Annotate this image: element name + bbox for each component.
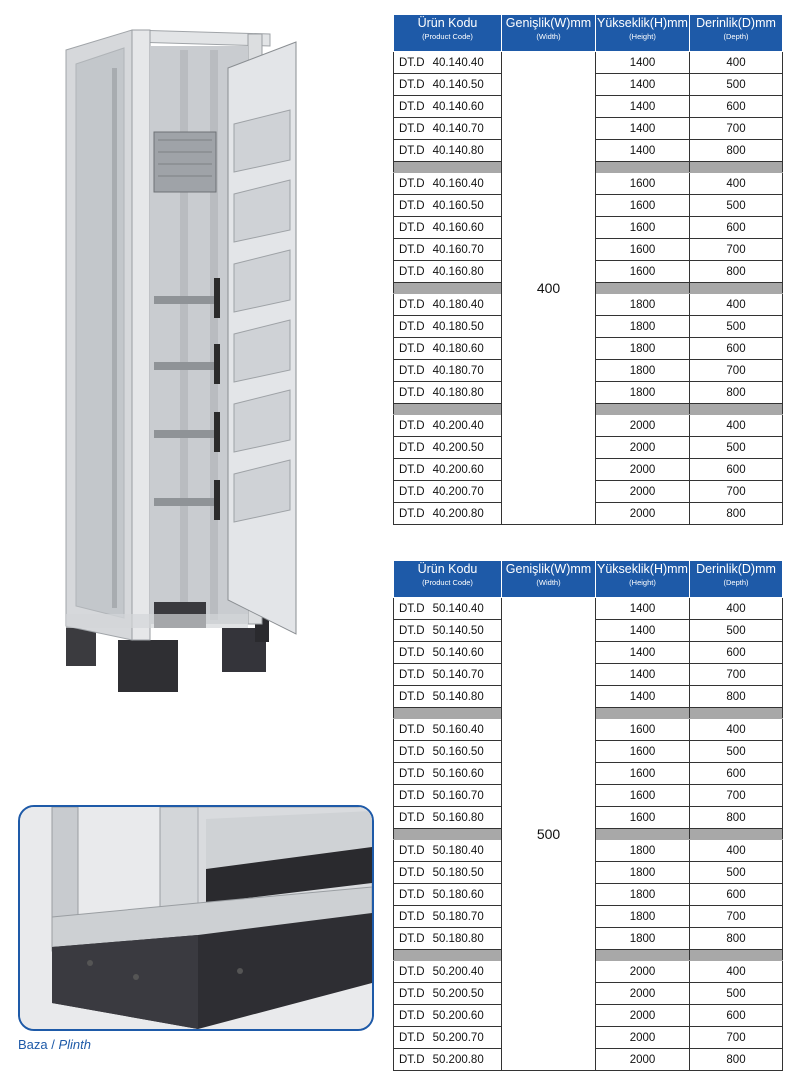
depth-cell: 400 [690, 840, 783, 862]
depth-cell: 500 [690, 74, 783, 96]
depth-cell: 800 [690, 928, 783, 950]
depth-cell: 500 [690, 195, 783, 217]
product-code-number: 50.200.50 [432, 987, 484, 1000]
height-cell: 1800 [596, 884, 690, 906]
depth-cell: 800 [690, 1049, 783, 1071]
product-code-prefix: DT.D [399, 646, 425, 659]
header-height [596, 15, 690, 52]
product-code-number: 50.200.80 [432, 1053, 484, 1066]
product-code-number: 40.200.50 [432, 441, 484, 454]
product-code-prefix: DT.D [399, 463, 425, 476]
depth-cell: 800 [690, 807, 783, 829]
header-width [502, 561, 596, 598]
product-code-prefix: DT.D [399, 320, 425, 333]
plinth-caption-en: Plinth [58, 1037, 92, 1052]
product-code-cell [394, 140, 502, 162]
product-code-prefix: DT.D [399, 342, 425, 355]
product-code-prefix: DT.D [399, 690, 425, 703]
product-code-cell [394, 338, 502, 360]
product-code-cell [394, 503, 502, 525]
product-code-prefix: DT.D [399, 419, 425, 432]
depth-cell: 800 [690, 686, 783, 708]
product-code-prefix: DT.D [399, 144, 425, 157]
product-code-cell [394, 961, 502, 983]
table-row [394, 598, 783, 620]
height-cell: 1800 [596, 360, 690, 382]
header-sublabel: (Depth) [723, 31, 749, 41]
product-code-cell [394, 261, 502, 283]
header-depth [690, 561, 783, 598]
product-code-cell [394, 118, 502, 140]
product-code-prefix: DT.D [399, 910, 425, 923]
separator-cell [596, 950, 690, 961]
product-code-cell [394, 217, 502, 239]
separator-cell [394, 708, 502, 719]
depth-cell: 400 [690, 415, 783, 437]
depth-cell: 700 [690, 1027, 783, 1049]
depth-cell: 400 [690, 173, 783, 195]
height-cell: 1400 [596, 52, 690, 74]
product-code-prefix: DT.D [399, 122, 425, 135]
header-label: Derinlik(D)mm [696, 562, 776, 576]
header-height [596, 561, 690, 598]
depth-cell: 700 [690, 785, 783, 807]
product-code-number: 50.160.50 [432, 745, 484, 758]
product-code-prefix: DT.D [399, 789, 425, 802]
product-code-cell [394, 620, 502, 642]
header-sublabel: (Height) [629, 31, 656, 41]
depth-cell: 500 [690, 437, 783, 459]
product-code-cell [394, 316, 502, 338]
product-code-prefix: DT.D [399, 265, 425, 278]
depth-cell: 400 [690, 598, 783, 620]
product-code-cell [394, 686, 502, 708]
product-code-cell [394, 906, 502, 928]
product-code-number: 40.160.80 [432, 265, 484, 278]
separator-cell [596, 708, 690, 719]
header-sublabel: (Width) [536, 577, 561, 587]
separator-cell [596, 829, 690, 840]
height-cell: 2000 [596, 1049, 690, 1071]
product-code-cell [394, 807, 502, 829]
product-code-number: 50.160.80 [432, 811, 484, 824]
height-cell: 2000 [596, 1005, 690, 1027]
height-cell: 1400 [596, 96, 690, 118]
height-cell: 1600 [596, 763, 690, 785]
depth-cell: 600 [690, 459, 783, 481]
product-code-cell [394, 52, 502, 74]
depth-cell: 500 [690, 983, 783, 1005]
height-cell: 1400 [596, 140, 690, 162]
product-code-prefix: DT.D [399, 932, 425, 945]
header-label: Derinlik(D)mm [696, 16, 776, 30]
product-code-cell [394, 598, 502, 620]
plinth-detail-image [18, 805, 374, 1031]
product-code-prefix: DT.D [399, 668, 425, 681]
header-depth [690, 15, 783, 52]
product-code-cell [394, 481, 502, 503]
product-code-prefix: DT.D [399, 298, 425, 311]
height-cell: 1600 [596, 173, 690, 195]
product-code-cell [394, 983, 502, 1005]
height-cell: 1800 [596, 382, 690, 404]
table-row [394, 52, 783, 74]
height-cell: 1600 [596, 785, 690, 807]
height-cell: 1600 [596, 239, 690, 261]
depth-cell: 400 [690, 961, 783, 983]
product-code-number: 50.200.70 [432, 1031, 484, 1044]
product-code-number: 50.200.40 [432, 965, 484, 978]
product-code-prefix: DT.D [399, 386, 425, 399]
header-sublabel: (Product Code) [422, 577, 473, 587]
product-code-number: 50.180.50 [432, 866, 484, 879]
separator-cell [394, 162, 502, 173]
plinth-caption-tr: Baza [18, 1037, 48, 1052]
product-code-number: 50.140.70 [432, 668, 484, 681]
height-cell: 2000 [596, 961, 690, 983]
height-cell: 1400 [596, 664, 690, 686]
depth-cell: 800 [690, 261, 783, 283]
product-code-number: 40.140.40 [432, 56, 484, 69]
header-product-code [394, 15, 502, 52]
product-code-number: 40.180.80 [432, 386, 484, 399]
product-code-number: 40.200.40 [432, 419, 484, 432]
product-code-cell [394, 664, 502, 686]
product-code-cell [394, 239, 502, 261]
product-code-cell [394, 360, 502, 382]
height-cell: 1800 [596, 906, 690, 928]
separator-cell [394, 404, 502, 415]
depth-cell: 400 [690, 719, 783, 741]
product-code-number: 50.160.60 [432, 767, 484, 780]
plinth-illustration [20, 807, 372, 1029]
height-cell: 1400 [596, 118, 690, 140]
product-code-cell [394, 1027, 502, 1049]
header-label: Ürün Kodu [417, 562, 478, 576]
height-cell: 1800 [596, 338, 690, 360]
product-code-number: 50.180.60 [432, 888, 484, 901]
header-label: Yükseklik(H)mm [597, 562, 688, 576]
product-code-prefix: DT.D [399, 221, 425, 234]
product-code-number: 40.180.70 [432, 364, 484, 377]
separator-cell [394, 950, 502, 961]
height-cell: 2000 [596, 503, 690, 525]
product-code-number: 40.160.70 [432, 243, 484, 256]
height-cell: 2000 [596, 459, 690, 481]
depth-cell: 600 [690, 763, 783, 785]
product-code-cell [394, 884, 502, 906]
depth-cell: 400 [690, 294, 783, 316]
product-code-prefix: DT.D [399, 199, 425, 212]
product-code-prefix: DT.D [399, 602, 425, 615]
plinth-caption-separator: / [47, 1037, 59, 1052]
spec-table-width-400 [393, 14, 783, 525]
depth-cell: 500 [690, 316, 783, 338]
product-code-prefix: DT.D [399, 965, 425, 978]
product-code-number: 50.200.60 [432, 1009, 484, 1022]
product-code-number: 50.180.40 [432, 844, 484, 857]
product-code-prefix: DT.D [399, 177, 425, 190]
product-code-cell [394, 840, 502, 862]
header-sublabel: (Width) [536, 31, 561, 41]
height-cell: 1400 [596, 620, 690, 642]
height-cell: 2000 [596, 983, 690, 1005]
product-code-prefix: DT.D [399, 1009, 425, 1022]
separator-cell [690, 950, 783, 961]
product-code-prefix: DT.D [399, 100, 425, 113]
width-value-cell: 500 [502, 598, 596, 1071]
height-cell: 1400 [596, 598, 690, 620]
product-code-number: 40.160.50 [432, 199, 484, 212]
header-label: Ürün Kodu [417, 16, 478, 30]
depth-cell: 500 [690, 862, 783, 884]
height-cell: 1800 [596, 294, 690, 316]
product-code-number: 50.140.50 [432, 624, 484, 637]
product-code-cell [394, 415, 502, 437]
product-code-number: 40.200.60 [432, 463, 484, 476]
depth-cell: 500 [690, 620, 783, 642]
depth-cell: 400 [690, 52, 783, 74]
product-code-prefix: DT.D [399, 723, 425, 736]
product-code-cell [394, 1049, 502, 1071]
depth-cell: 700 [690, 664, 783, 686]
header-product-code [394, 561, 502, 598]
height-cell: 1800 [596, 862, 690, 884]
product-code-prefix: DT.D [399, 866, 425, 879]
product-code-number: 40.200.80 [432, 507, 484, 520]
product-code-prefix: DT.D [399, 624, 425, 637]
product-code-prefix: DT.D [399, 888, 425, 901]
depth-cell: 700 [690, 481, 783, 503]
product-code-number: 40.160.60 [432, 221, 484, 234]
header-label: Yükseklik(H)mm [597, 16, 688, 30]
product-code-number: 40.180.60 [432, 342, 484, 355]
product-code-cell [394, 294, 502, 316]
height-cell: 1600 [596, 807, 690, 829]
product-code-cell [394, 437, 502, 459]
width-value-cell: 400 [502, 52, 596, 525]
depth-cell: 600 [690, 96, 783, 118]
product-code-number: 40.160.40 [432, 177, 484, 190]
height-cell: 2000 [596, 481, 690, 503]
depth-cell: 800 [690, 382, 783, 404]
header-sublabel: (Product Code) [422, 31, 473, 41]
height-cell: 2000 [596, 415, 690, 437]
product-code-number: 40.180.50 [432, 320, 484, 333]
depth-cell: 600 [690, 884, 783, 906]
product-code-number: 50.160.40 [432, 723, 484, 736]
product-code-cell [394, 195, 502, 217]
depth-cell: 600 [690, 642, 783, 664]
depth-cell: 800 [690, 503, 783, 525]
product-code-number: 40.140.80 [432, 144, 484, 157]
product-code-cell [394, 74, 502, 96]
separator-cell [596, 162, 690, 173]
separator-cell [690, 708, 783, 719]
product-code-prefix: DT.D [399, 745, 425, 758]
product-code-prefix: DT.D [399, 1031, 425, 1044]
separator-cell [690, 283, 783, 294]
depth-cell: 700 [690, 239, 783, 261]
height-cell: 1600 [596, 719, 690, 741]
product-code-cell [394, 763, 502, 785]
product-code-cell [394, 928, 502, 950]
height-cell: 1600 [596, 741, 690, 763]
height-cell: 2000 [596, 1027, 690, 1049]
product-code-number: 40.200.70 [432, 485, 484, 498]
height-cell: 1600 [596, 195, 690, 217]
depth-cell: 700 [690, 360, 783, 382]
height-cell: 1400 [596, 74, 690, 96]
height-cell: 1600 [596, 261, 690, 283]
product-code-number: 50.140.40 [432, 602, 484, 615]
product-code-prefix: DT.D [399, 364, 425, 377]
depth-cell: 700 [690, 906, 783, 928]
product-code-prefix: DT.D [399, 243, 425, 256]
depth-cell: 500 [690, 741, 783, 763]
header-label: Genişlik(W)mm [505, 562, 592, 576]
product-code-number: 50.180.80 [432, 932, 484, 945]
product-code-cell [394, 382, 502, 404]
product-code-prefix: DT.D [399, 987, 425, 1000]
product-code-cell [394, 96, 502, 118]
product-code-number: 40.140.60 [432, 100, 484, 113]
separator-cell [690, 162, 783, 173]
product-code-number: 50.160.70 [432, 789, 484, 802]
product-code-cell [394, 642, 502, 664]
product-code-prefix: DT.D [399, 767, 425, 780]
spec-table-width-500 [393, 560, 783, 1071]
product-code-prefix: DT.D [399, 56, 425, 69]
separator-cell [690, 829, 783, 840]
product-code-cell [394, 173, 502, 195]
height-cell: 1800 [596, 840, 690, 862]
height-cell: 1400 [596, 686, 690, 708]
table-header-row [394, 15, 783, 52]
product-code-number: 50.140.80 [432, 690, 484, 703]
plinth-caption [18, 1037, 91, 1052]
separator-cell [394, 829, 502, 840]
product-code-prefix: DT.D [399, 485, 425, 498]
separator-cell [394, 283, 502, 294]
product-code-prefix: DT.D [399, 441, 425, 454]
height-cell: 1800 [596, 928, 690, 950]
height-cell: 1400 [596, 642, 690, 664]
depth-cell: 600 [690, 338, 783, 360]
product-code-prefix: DT.D [399, 1053, 425, 1066]
product-code-prefix: DT.D [399, 844, 425, 857]
height-cell: 2000 [596, 437, 690, 459]
depth-cell: 600 [690, 1005, 783, 1027]
header-sublabel: (Height) [629, 577, 656, 587]
separator-cell [596, 404, 690, 415]
header-width [502, 15, 596, 52]
product-code-cell [394, 862, 502, 884]
product-code-number: 50.140.60 [432, 646, 484, 659]
product-code-cell [394, 741, 502, 763]
product-code-number: 40.180.40 [432, 298, 484, 311]
product-code-prefix: DT.D [399, 507, 425, 520]
depth-cell: 700 [690, 118, 783, 140]
table-header-row [394, 561, 783, 598]
product-code-cell [394, 719, 502, 741]
height-cell: 1800 [596, 316, 690, 338]
product-code-number: 40.140.50 [432, 78, 484, 91]
product-code-cell [394, 459, 502, 481]
header-label: Genişlik(W)mm [505, 16, 592, 30]
height-cell: 1600 [596, 217, 690, 239]
header-sublabel: (Depth) [723, 577, 749, 587]
product-code-cell [394, 785, 502, 807]
product-code-prefix: DT.D [399, 811, 425, 824]
depth-cell: 800 [690, 140, 783, 162]
product-code-prefix: DT.D [399, 78, 425, 91]
product-code-number: 40.140.70 [432, 122, 484, 135]
depth-cell: 600 [690, 217, 783, 239]
separator-cell [690, 404, 783, 415]
cabinet-image [60, 28, 300, 696]
separator-cell [596, 283, 690, 294]
product-code-cell [394, 1005, 502, 1027]
product-code-number: 50.180.70 [432, 910, 484, 923]
